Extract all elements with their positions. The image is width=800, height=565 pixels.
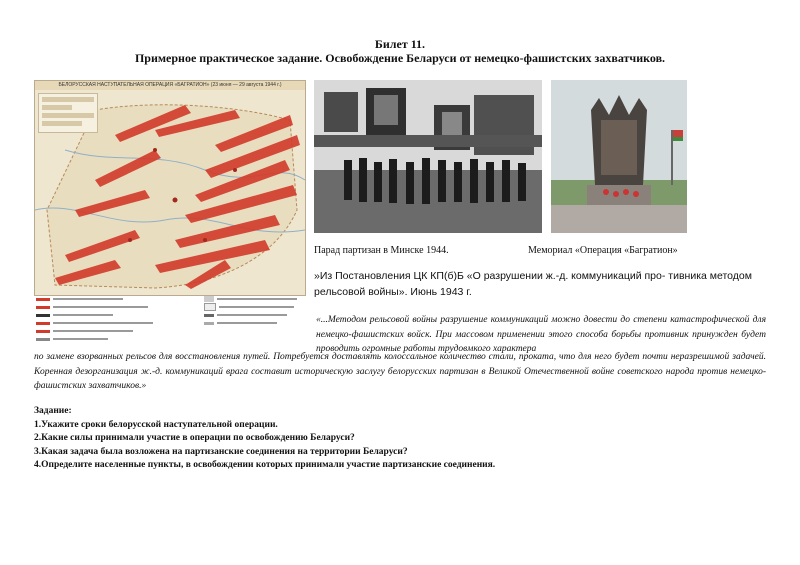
bagration-memorial-photo	[551, 80, 687, 233]
photo1-caption: Парад партизан в Минске 1944.	[314, 245, 449, 256]
map-legend-column-2	[204, 296, 297, 328]
page-title: Примерное практическое задание. Освобождение Беларуси от немецко-фашистских захватчиков.	[134, 51, 666, 65]
map-legend-column	[36, 296, 153, 344]
task-item: 2.Какие силы принимали участие в операции по освобождению Беларуси?	[34, 433, 355, 443]
task-heading: Задание:	[34, 406, 72, 416]
task-block	[34, 405, 495, 473]
task-item: 3.Какая задача была возложена на партизанские соединения на территории Беларуси?	[34, 446, 408, 457]
ticket-number: Билет 11.	[374, 37, 426, 51]
task-item: 4.Определите населенные пункты, в освобождении которых принимали участие партизанские соединения.	[34, 460, 496, 470]
quote-text-part-2: по замене взорванных рельсов для восстановления путей. Потребуется доставлять колоссальное количество стали, проката, что для него будет почти неразрешимой задачей. Коренная дезорганизация ж.-д. коммуникаций врага составит историческую заслугу белорусских партизан в Великой Отечественной войне советского народа против немецко-фашистских захватчиков.»	[34, 352, 766, 391]
map-heading: БЕЛОРУССКАЯ НАСТУПАТЕЛЬНАЯ ОПЕРАЦИЯ «БАГРАТИОН» (23 июня — 29 августа 1944 г.)	[35, 81, 305, 91]
decree-heading: »Из Постановления ЦК КП(б)Б «О разрушении ж.-д. коммуникаций про- тивника методом рельсовой войны». Июнь 1943 г.	[314, 270, 752, 298]
map-inset-legend	[38, 93, 98, 133]
operation-bagration-map	[34, 80, 306, 296]
partisan-parade-photo	[314, 80, 542, 233]
map-legend	[34, 294, 304, 346]
quote-text-part-1: «...Методом рельсовой войны разрушение коммуникаций можно довести до степени катастрофической для немецко-фашистских войск. При массовом применении этого способа борьбы противник принужден будет проводить огромные работы трудовмкого характера	[316, 315, 766, 354]
photo2-caption: Мемориал «Операция «Багратион»	[528, 245, 678, 256]
task-item: 1.Укажите сроки белорусской наступательной операции.	[34, 419, 278, 430]
